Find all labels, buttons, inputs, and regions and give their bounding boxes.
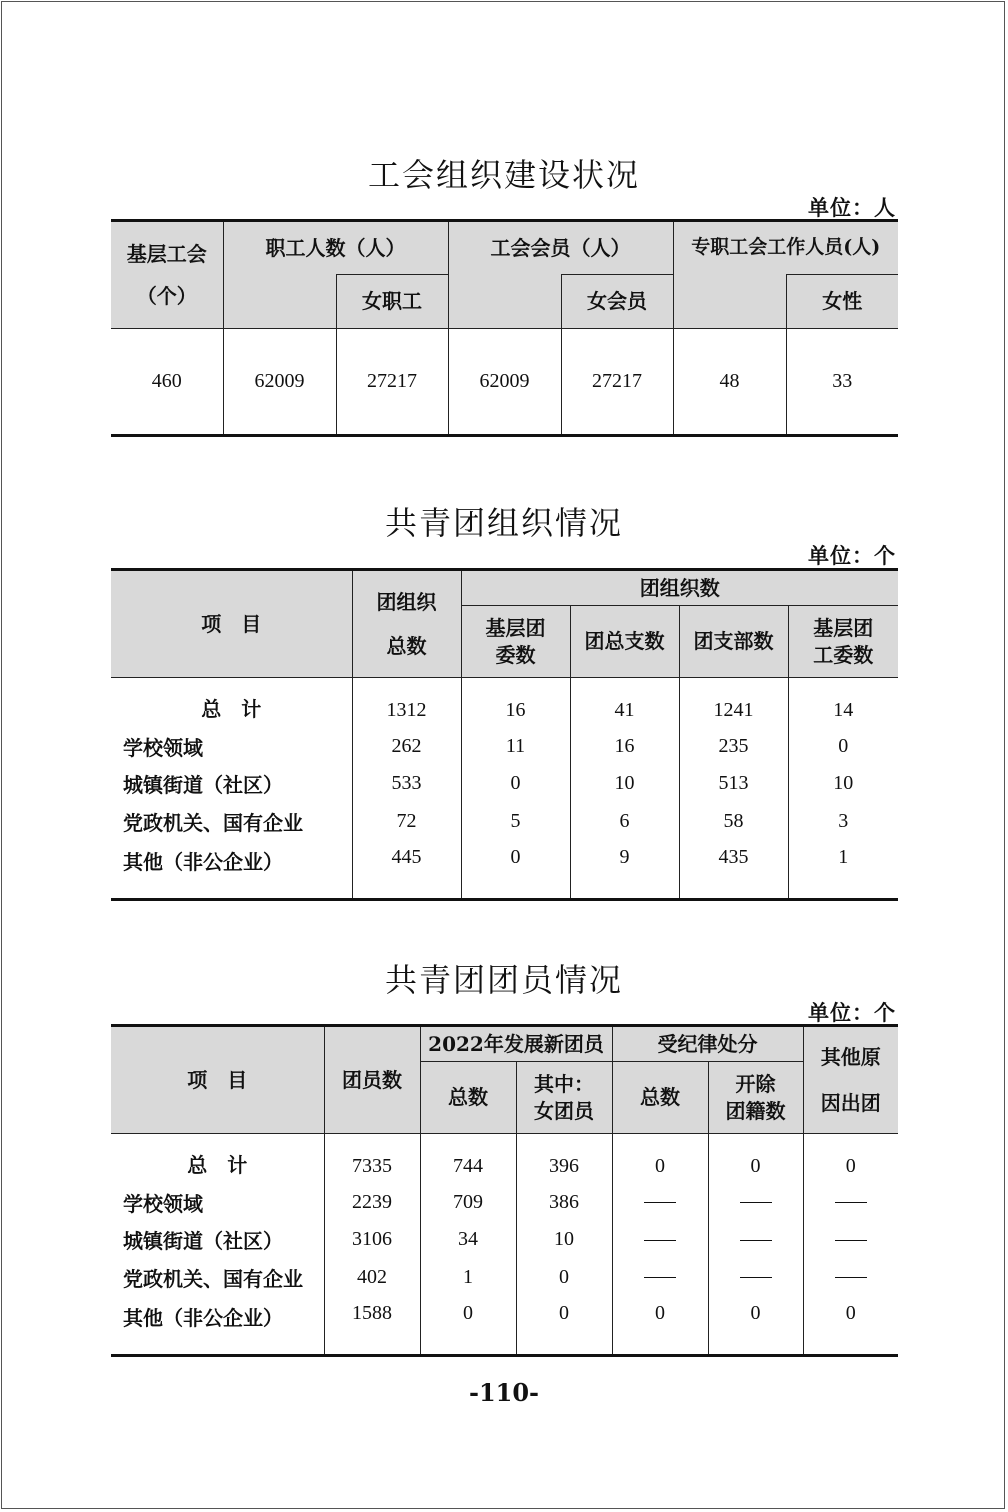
header-grassroots-unions: 基层工会 （个） — [111, 221, 223, 329]
cell-value: 0 — [420, 1296, 516, 1356]
cell-value: 58 — [679, 803, 788, 840]
cell-value: 10 — [788, 765, 898, 803]
cell-value: 402 — [324, 1259, 420, 1296]
cell-value: 0 — [708, 1296, 803, 1356]
cell-value: 16 — [570, 728, 679, 765]
header-disc-total: 总数 — [612, 1062, 708, 1134]
cell-value: 0 — [788, 728, 898, 765]
dash-line — [644, 1240, 676, 1241]
league-members-title: 共青团团员情况 — [384, 961, 623, 999]
cell-value: 744 — [420, 1134, 516, 1184]
dash-line — [644, 1202, 676, 1203]
cell-fulltime-staff: 48 — [673, 329, 786, 436]
dash-line — [740, 1240, 772, 1241]
cell-value: 0 — [708, 1134, 803, 1184]
cell-value — [612, 1184, 708, 1221]
cell-value: 0 — [516, 1259, 612, 1296]
cell-value — [803, 1221, 898, 1259]
cell-female: 33 — [786, 329, 898, 436]
header-female-members: 女会员 — [561, 275, 673, 329]
header-item: 项 目 — [111, 1026, 324, 1134]
header-general-branch: 团总支数 — [570, 606, 679, 678]
cell-value: 533 — [352, 765, 461, 803]
cell-value: 41 — [570, 678, 679, 728]
dash-line — [835, 1277, 867, 1278]
cell-value: 0 — [516, 1296, 612, 1356]
cell-value: 11 — [461, 728, 570, 765]
cell-employees: 62009 — [223, 329, 336, 436]
header-staff-blank — [673, 275, 786, 329]
header-members: 工会会员（人） — [448, 221, 673, 275]
row-label: 党政机关、国有企业 — [111, 803, 352, 840]
header-other-exit: 其他原 因出团 — [803, 1026, 898, 1134]
table-row — [111, 728, 898, 765]
cell-value — [708, 1259, 803, 1296]
header-female-employees: 女职工 — [336, 275, 448, 329]
page-number: -110- — [468, 1378, 540, 1407]
header-members-blank — [448, 275, 561, 329]
cell-value: 396 — [516, 1134, 612, 1184]
table-row — [111, 1259, 898, 1296]
row-label: 党政机关、国有企业 — [111, 1259, 324, 1296]
header-fulltime-staff: 专职工会工作人员(人) — [673, 221, 898, 275]
header-employees: 职工人数（人） — [223, 221, 448, 275]
cell-value: 16 — [461, 678, 570, 728]
cell-value: 1 — [788, 840, 898, 900]
cell-value: 0 — [803, 1296, 898, 1356]
row-label: 学校领域 — [111, 728, 352, 765]
league-members-unit: 单位：个 — [808, 1000, 896, 1025]
cell-value: 0 — [612, 1134, 708, 1184]
cell-value — [612, 1221, 708, 1259]
header-item: 项 目 — [111, 570, 352, 678]
cell-value: 14 — [788, 678, 898, 728]
header-disc-expel: 开除 团籍数 — [708, 1062, 803, 1134]
header-branch: 团支部数 — [679, 606, 788, 678]
row-label: 城镇街道（社区） — [111, 1221, 324, 1259]
cell-value: 709 — [420, 1184, 516, 1221]
row-label: 学校领域 — [111, 1184, 324, 1221]
dash-line — [740, 1277, 772, 1278]
cell-value: 0 — [803, 1134, 898, 1184]
cell-female-employees: 27217 — [336, 329, 448, 436]
cell-value — [612, 1259, 708, 1296]
cell-value: 0 — [461, 765, 570, 803]
cell-value — [803, 1184, 898, 1221]
cell-value: 513 — [679, 765, 788, 803]
cell-female-members: 27217 — [561, 329, 673, 436]
header-female: 女性 — [786, 275, 898, 329]
row-label: 其他（非公企业） — [111, 1296, 324, 1356]
cell-value: 10 — [570, 765, 679, 803]
row-label: 其他（非公企业） — [111, 840, 352, 900]
header-employees-blank — [223, 275, 336, 329]
league-org-table — [111, 568, 898, 901]
header-discipline: 受纪律处分 — [612, 1026, 803, 1062]
league-org-unit: 单位：个 — [808, 543, 896, 568]
header-new-female: 其中： 女团员 — [516, 1062, 612, 1134]
league-org-title: 共青团组织情况 — [384, 504, 623, 542]
cell-value: 435 — [679, 840, 788, 900]
cell-value: 3 — [788, 803, 898, 840]
dash-line — [835, 1202, 867, 1203]
cell-value: 1 — [420, 1259, 516, 1296]
cell-value: 1241 — [679, 678, 788, 728]
table-row — [111, 1296, 898, 1356]
cell-value: 445 — [352, 840, 461, 900]
cell-value: 5 — [461, 803, 570, 840]
cell-value — [708, 1221, 803, 1259]
cell-value: 10 — [516, 1221, 612, 1259]
dash-line — [835, 1240, 867, 1241]
cell-value: 2239 — [324, 1184, 420, 1221]
dash-line — [740, 1202, 772, 1203]
cell-value: 72 — [352, 803, 461, 840]
union-title: 工会组织建设状况 — [367, 156, 640, 194]
cell-value: 386 — [516, 1184, 612, 1221]
cell-members: 62009 — [448, 329, 561, 436]
cell-value: 0 — [461, 840, 570, 900]
union-unit: 单位：人 — [808, 195, 896, 220]
header-member-count: 团员数 — [324, 1026, 420, 1134]
dash-line — [644, 1277, 676, 1278]
header-grassroots-committee: 基层团 委数 — [461, 606, 570, 678]
table-row — [111, 1184, 898, 1221]
table-row — [111, 329, 898, 436]
cell-value: 3106 — [324, 1221, 420, 1259]
row-label: 城镇街道（社区） — [111, 765, 352, 803]
table-row — [111, 803, 898, 840]
row-label: 总 计 — [111, 678, 352, 728]
cell-value: 235 — [679, 728, 788, 765]
cell-value: 6 — [570, 803, 679, 840]
header-org-total: 团组织 总数 — [352, 570, 461, 678]
table-row — [111, 765, 898, 803]
cell-value: 1312 — [352, 678, 461, 728]
cell-value: 7335 — [324, 1134, 420, 1184]
table-row — [111, 678, 898, 728]
cell-value: 34 — [420, 1221, 516, 1259]
cell-value — [803, 1259, 898, 1296]
cell-value: 1588 — [324, 1296, 420, 1356]
table-row — [111, 840, 898, 900]
cell-grassroots-unions: 460 — [111, 329, 223, 436]
cell-value — [708, 1184, 803, 1221]
league-members-table — [111, 1024, 898, 1357]
header-new-total: 总数 — [420, 1062, 516, 1134]
header-work-committee: 基层团 工委数 — [788, 606, 898, 678]
cell-value: 0 — [612, 1296, 708, 1356]
cell-value: 262 — [352, 728, 461, 765]
header-org-count: 团组织数 — [461, 570, 898, 606]
cell-value: 9 — [570, 840, 679, 900]
row-label: 总 计 — [111, 1134, 324, 1184]
union-table — [111, 219, 898, 437]
header-new-members: 2022年发展新团员 — [420, 1026, 612, 1062]
table-row — [111, 1134, 898, 1184]
table-row — [111, 1221, 898, 1259]
